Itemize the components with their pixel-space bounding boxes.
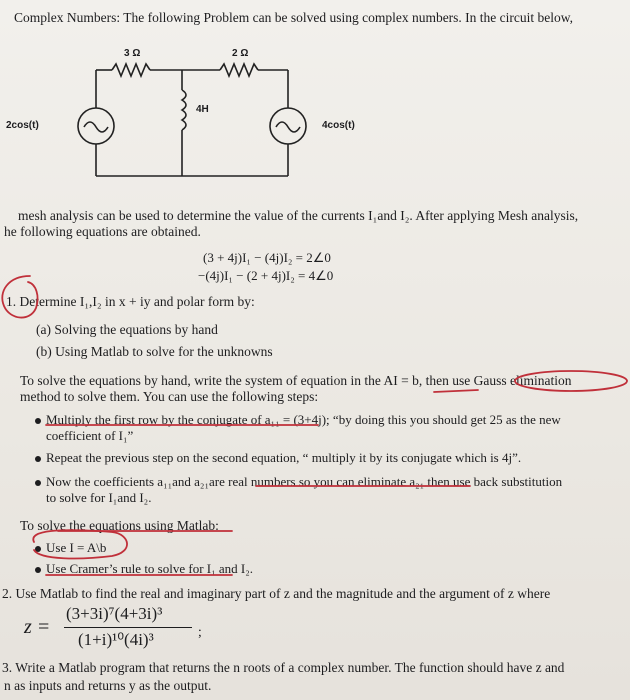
- resistor-2-ohm-label: 2 Ω: [232, 48, 249, 59]
- question-3-line-1: 3. Write a Matlab program that returns the n roots of a complex number. The function should have z and: [2, 660, 565, 675]
- step-2: Repeat the previous step on the second equation, “ multiply it by its conjugate which is 4j”.: [46, 450, 522, 465]
- bullet-icon: [35, 418, 41, 424]
- z-semicolon: ;: [198, 624, 202, 639]
- z-denominator: (1+i)¹⁰(4i)³: [78, 630, 154, 649]
- intro-line-1: mesh analysis can be used to determine the value of the currents I₁and I₂. After applying Mesh analysis,: [18, 208, 579, 223]
- resistor-3-ohm-label: 3 Ω: [124, 48, 141, 59]
- matlab-step-1: Use I = A\b: [46, 540, 107, 555]
- equation-2: −(4j)I₁ − (2 + 4j)I₂ = 4∠0: [198, 268, 334, 283]
- question-1a: (a) Solving the equations by hand: [36, 322, 218, 337]
- steps-intro-2: method to solve them. You can use the following steps:: [20, 389, 319, 404]
- question-1: 1. Determine I₁,I₂ in x + iy and polar form by:: [6, 294, 255, 309]
- z-equals: z =: [24, 616, 51, 638]
- step-1-line-2: coefficient of I₁”: [46, 428, 134, 443]
- bullet-icon: [35, 567, 41, 573]
- intro-line-2: he following equations are obtained.: [4, 224, 201, 239]
- right-source-label: 4cos(t): [322, 120, 355, 131]
- question-3-line-2: n as inputs and returns y as the output.: [4, 678, 212, 693]
- matlab-heading: To solve the equations using Matlab:: [20, 518, 219, 533]
- equation-1: (3 + 4j)I₁ − (4j)I₂ = 2∠0: [203, 250, 331, 265]
- bullet-icon: [35, 480, 41, 486]
- step-3-line-2: to solve for I₁and I₂.: [46, 490, 152, 505]
- page-title: Complex Numbers: The following Problem can be solved using complex numbers. In the circuit below,: [14, 10, 574, 25]
- bullet-icon: [35, 546, 41, 552]
- circuit-wires: [0, 0, 630, 200]
- fraction-bar: [64, 627, 192, 628]
- steps-intro-1: To solve the equations by hand, write the system of equation in the AI = b, then use Gauss elimination: [20, 373, 572, 388]
- z-numerator: (3+3i)⁷(4+3i)³: [66, 604, 163, 623]
- matlab-step-2: Use Cramer’s rule to solve for I₁ and I₂.: [46, 561, 254, 576]
- step-1-line-1: Multiply the first row by the conjugate of a₁₁ = (3+4j); “by doing this you should get 25 as the new: [46, 412, 561, 427]
- question-1b: (b) Using Matlab to solve for the unknowns: [36, 344, 273, 359]
- left-source-label: 2cos(t): [6, 120, 39, 131]
- inductor-label: 4H: [196, 104, 209, 115]
- question-2: 2. Use Matlab to find the real and imaginary part of z and the magnitude and the argument of z where: [2, 586, 551, 601]
- step-3-line-1: Now the coefficients a₁₁and a₂₁are real numbers so you can eliminate a₂₁ then use back substitution: [46, 474, 563, 489]
- bullet-icon: [35, 456, 41, 462]
